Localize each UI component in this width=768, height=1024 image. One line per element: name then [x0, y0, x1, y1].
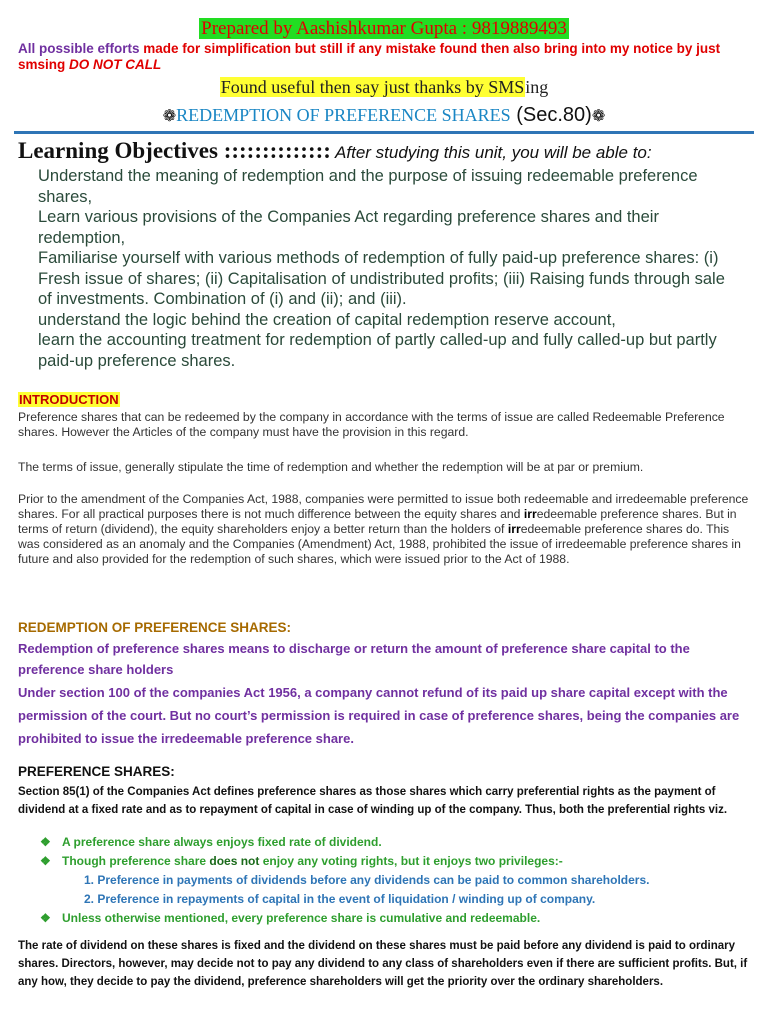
title-main: REDEMPTION OF PREFERENCE SHARES — [176, 105, 511, 125]
title-divider — [14, 131, 754, 134]
list-item: Familiarise yourself with various methods of redemption of fully paid-up preference shares: (i) Fresh issue of shares; (ii) Capitalisation of undistributed profits; (iii) Raising funds through sale of investments. Combination of (i) and (ii); and (iii). — [38, 249, 725, 308]
efforts-note — [18, 41, 753, 73]
preference-bullets — [40, 833, 752, 928]
flower-icon: ❁ — [591, 108, 606, 125]
thanks-highlight: Found useful then say just thanks by SMS — [220, 77, 525, 97]
paragraph-text: edeemable preference shares do. This was considered as an anomaly and the Companies (Amendment) Act, 1988, prohibited the issue of irredeemable preference shares in future and also provided for the redemption of such shares, which were issued prior to the Act of 1988. — [18, 522, 741, 566]
paragraph-text: edeemable preference shares. But in terms of return (dividend), the equity shareholders enjoy a better return than the holders of — [18, 507, 737, 536]
introduction-paragraph: The terms of issue, generally stipulate the time of redemption and whether the redemption will be at par or premium. — [18, 460, 644, 474]
bullet-text: A preference share always enjoys fixed rate of dividend. — [62, 835, 382, 849]
diamond-bullet-icon: ❖ — [40, 835, 51, 849]
list-item: Understand the meaning of redemption and the purpose of issuing redeemable preference shares, — [38, 167, 698, 206]
paragraph-text: Prior to the amendment of the Companies Act, 1988, companies were permitted to issue both redeemable and irredeemable preference shares. For all practical purposes there is not much difference between the equity shares and — [18, 492, 749, 521]
introduction-paragraph: Preference shares that can be redeemed by the company in accordance with the terms of issue are called Redeemable Preference shares. However the Articles of the company must have the provision in this regard. — [18, 410, 725, 439]
diamond-bullet-icon: ❖ — [40, 854, 51, 868]
preference-shares-paragraph: Section 85(1) of the Companies Act defines preference shares as those shares which carry preferential rights as the payment of dividend at a fixed rate and as to repayment of capital in case of winding up of the company. Thus, both the preferential rights viz. — [18, 786, 728, 816]
list-item: 1. Preference in payments of dividends before any dividends can be paid to common shareholders. — [84, 873, 650, 887]
learning-objectives-title: Learning Objectives :::::::::::::: — [18, 138, 331, 163]
thanks-line — [0, 76, 768, 98]
diamond-bullet-icon: ❖ — [40, 911, 51, 925]
learning-objectives-list — [38, 166, 743, 371]
prepared-by-banner — [0, 18, 768, 40]
bullet-text: Unless otherwise mentioned, every preference share is cumulative and redeemable. — [62, 911, 541, 925]
document-title — [0, 104, 768, 128]
introduction-heading: INTRODUCTION — [19, 392, 119, 407]
list-item — [40, 909, 752, 928]
dividend-paragraph: The rate of dividend on these shares is fixed and the dividend on these shares must be paid before any dividend is paid to ordinary shares. Directors, however, may decide not to pay any dividend to any class of shareholders even if there are sufficient profits. But, if any how, they decide to pay the dividend, preference shareholders will get the priority over the ordinary shareholders. — [18, 940, 748, 988]
redemption-heading: REDEMPTION OF PREFERENCE SHARES: — [18, 620, 292, 635]
efforts-body: made for simplification but still if any mistake found then also bring into my notice by just smsing — [18, 41, 721, 72]
introduction-paragraph — [18, 492, 753, 567]
redemption-paragraph: Redemption of preference shares means to discharge or return the amount of preference share capital to the preference share holders — [18, 641, 690, 677]
emphasis-text: irr — [523, 507, 537, 521]
list-item: understand the logic behind the creation of capital redemption reserve account, — [38, 310, 616, 329]
list-item: 2. Preference in repayments of capital in the event of liquidation / winding up of company. — [84, 892, 596, 906]
learning-objectives-subtitle: After studying this unit, you will be able to: — [330, 143, 652, 162]
flower-icon: ❁ — [162, 108, 177, 125]
list-item: Learn various provisions of the Companies Act regarding preference shares and their redemption, — [38, 208, 659, 247]
prepared-by-text: Prepared by Aashishkumar Gupta : 9819889493 — [201, 18, 567, 39]
bullet-text: Though preference share — [62, 854, 210, 868]
list-item — [40, 833, 752, 852]
efforts-lead: All possible efforts — [18, 41, 140, 56]
bullet-text: enjoy any voting rights, but it enjoys two privileges:- — [259, 854, 563, 868]
list-item: learn the accounting treatment for redemption of partly called-up and fully called-up but partly paid-up preference shares. — [38, 331, 717, 370]
redemption-paragraph: Under section 100 of the companies Act 1956, a company cannot refund of its paid up share capital except with the permission of the court. But no court’s permission is required in case of preference shares, being the companies are prohibited to issue the irredeemable preference share. — [18, 685, 740, 746]
title-section: (Sec.80) — [510, 104, 592, 126]
list-item — [40, 852, 752, 871]
do-not-call: DO NOT CALL — [69, 57, 162, 72]
emphasis-text: irr — [507, 522, 521, 536]
preference-shares-heading: PREFERENCE SHARES: — [18, 764, 175, 779]
emphasis-text: does not — [209, 854, 260, 868]
thanks-suffix: ing — [525, 77, 549, 97]
learning-objectives-heading — [18, 138, 758, 164]
